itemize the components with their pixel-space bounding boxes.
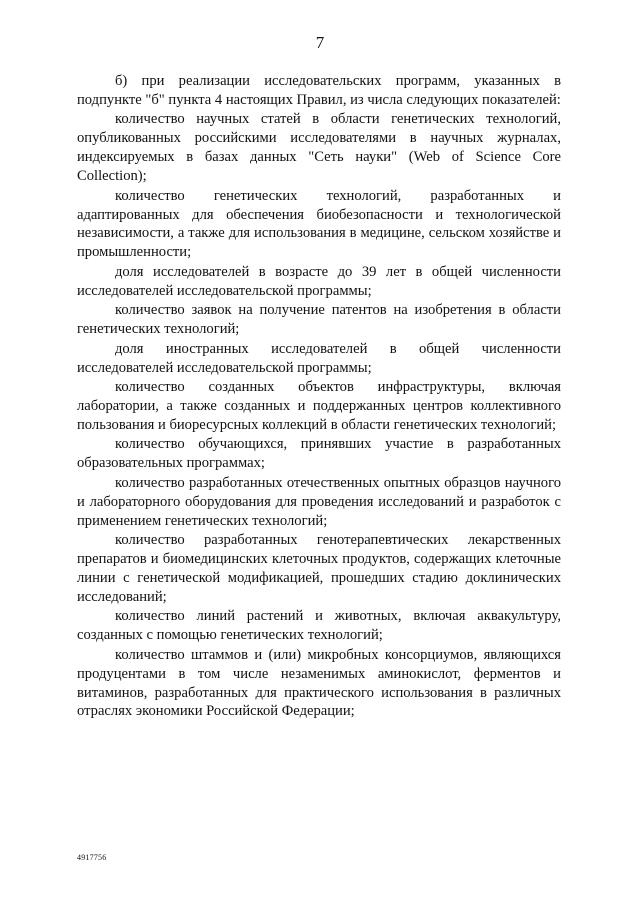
paragraph-10: количество разработанных генотерапевтических лекарственных препаратов и биомедицинских клеточных продуктов, содержащих клеточные линии с генетической модификацией, прошедших стадию доклинических исследований; [77,532,561,605]
paragraph-8: количество обучающихся, принявших участие в разработанных образовательных программах; [77,436,561,472]
page-number: 7 [315,33,325,52]
paragraph-1: б) при реализации исследовательских программ, указанных в подпункте "б" пункта 4 настоящих Правил, из числа следующих показателей: [77,73,561,108]
paragraph-4: доля исследователей в возрасте до 39 лет в общей численности исследователей исследовательской программы; [77,263,561,299]
paragraph-6: доля иностранных исследователей в общей численности исследователей исследовательской программы; [77,340,561,376]
paragraph-9: количество разработанных отечественных опытных образцов научного и лабораторного оборудования для проведения исследований и разработок с применением генетических технологий; [77,474,561,529]
paragraph-7: количество созданных объектов инфраструктуры, включая лаборатории, а также созданных и поддержанных центров коллективного пользования и биоресурсных коллекций в области генетических технологий; [77,379,561,433]
paragraph-3: количество генетических технологий, разработанных и адаптированных для обеспечения биобезопасности и технологической независимости, а также для использования в медицине, сельском хозяйстве и промышленности; [77,187,561,261]
document-code: 4917756 [77,853,107,862]
paragraph-12: количество штаммов и (или) микробных консорциумов, являющихся продуцентами в том числе незаменимых аминокислот, ферментов и витаминов, разработанных для практического использования в различных отраслях экономики Российской Федерации; [77,646,561,720]
paragraph-5: количество заявок на получение патентов на изобретения в области генетических технологий; [77,302,561,338]
paragraph-11: количество линий растений и животных, включая аквакультуру, созданных с помощью генетических технологий; [77,608,561,644]
paragraph-2: количество научных статей в области генетических технологий, опубликованных российскими исследователями в научных журналах, индексируемых в базах данных "Сеть науки" (Web of Science Core Collection); [77,111,561,185]
document-body [77,72,561,721]
